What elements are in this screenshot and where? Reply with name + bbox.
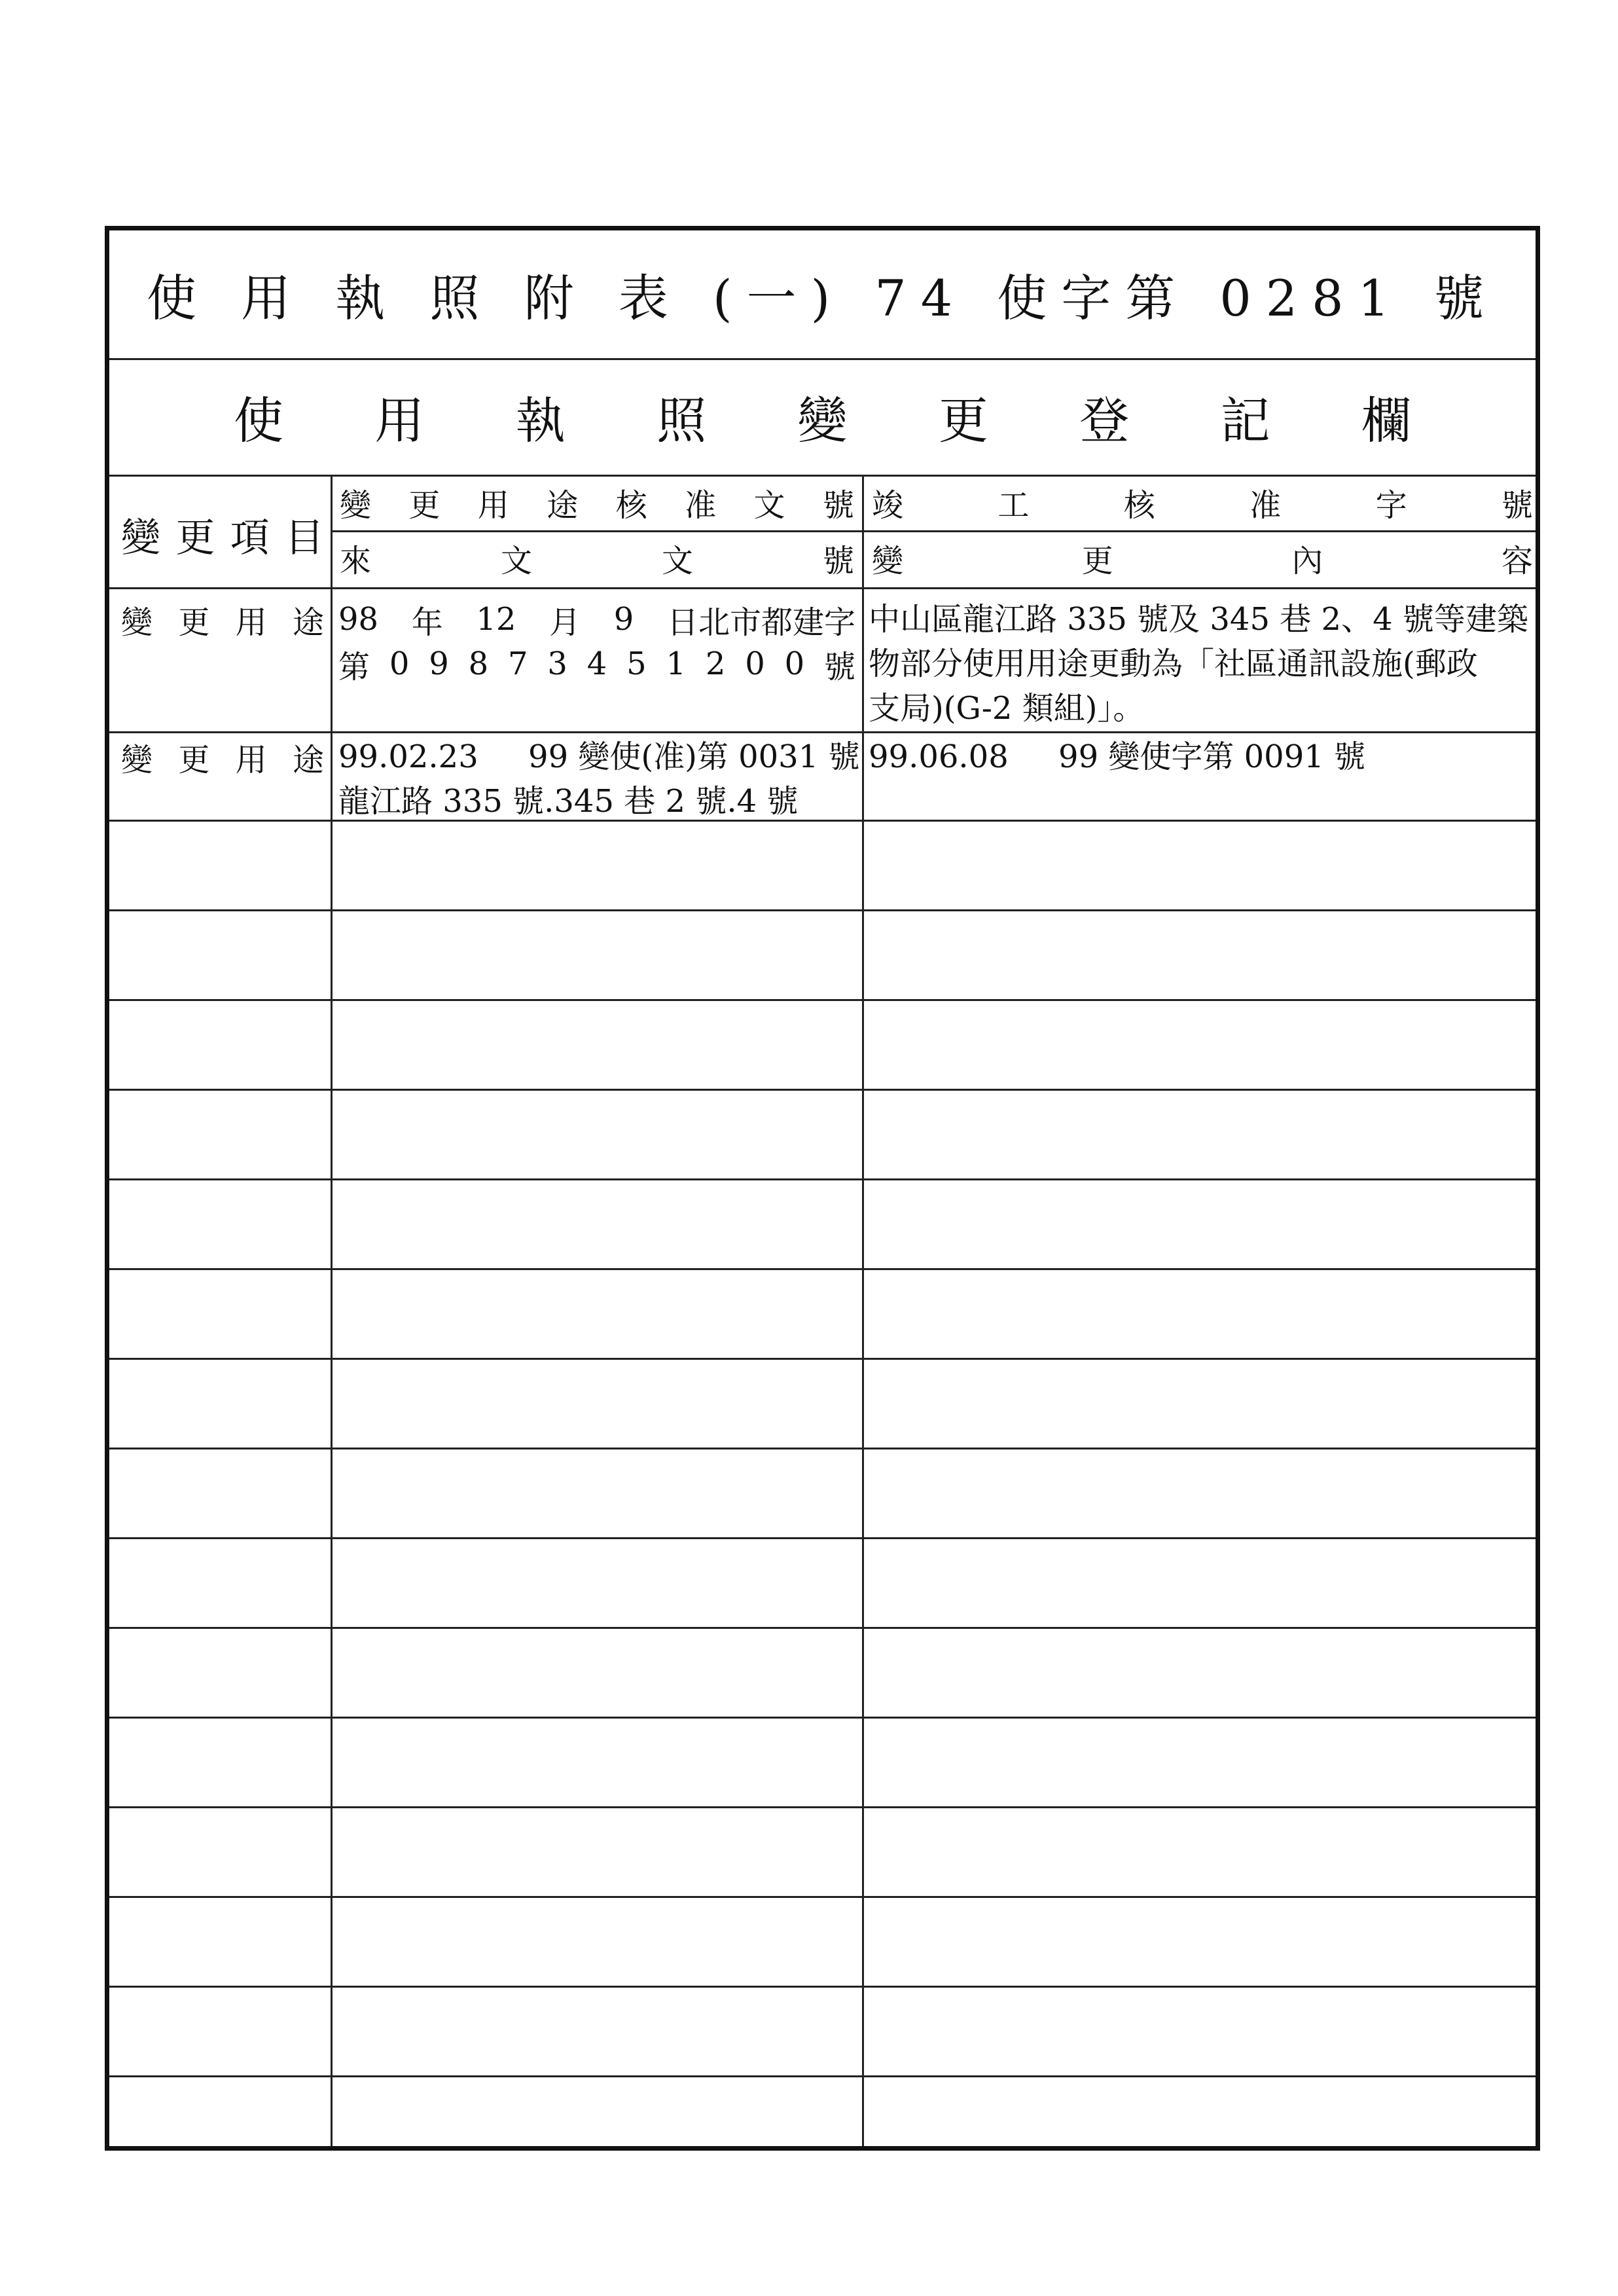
row-divider (109, 1268, 1536, 1270)
form-title: 使 用 執 照 附 表 (一) 74 使字第 0281 號 (146, 269, 1498, 327)
doc-token: 月 (549, 604, 581, 641)
section-title-char: 使 (234, 391, 283, 450)
row1-doc-line2 (338, 642, 855, 686)
doc-token: 2 (705, 646, 726, 682)
divider (109, 475, 1536, 477)
header-char: 更 (1081, 542, 1113, 579)
header-char: 文 (753, 486, 785, 524)
header-char: 變 (872, 542, 904, 579)
row2-content-line1: 99.06.08 99 變使字第 0091 號 (869, 738, 1366, 775)
header-char: 更 (175, 515, 215, 561)
doc-token: 8 (468, 646, 489, 682)
doc-token: 12 (476, 601, 516, 638)
row1-content-line2: 物部分使用用途更動為「社區通訊設施(郵政 (869, 646, 1478, 682)
header-char: 變 (340, 486, 372, 524)
header-char: 項 (230, 515, 270, 561)
row-divider (109, 1448, 1536, 1449)
header-char: 來 (340, 542, 372, 579)
doc-token: 0 (784, 646, 805, 682)
header-char: 號 (822, 542, 854, 579)
divider (109, 587, 1536, 589)
item-char: 用 (235, 741, 267, 778)
header-char: 號 (1501, 486, 1533, 524)
divider (331, 530, 1536, 532)
section-title-char: 更 (938, 391, 988, 450)
item-char: 變 (121, 604, 153, 641)
row-divider (109, 1627, 1536, 1629)
row-divider (109, 1537, 1536, 1539)
item-char: 變 (121, 741, 153, 778)
section-title (109, 358, 1536, 475)
doc-token: 日北市都建字 (666, 604, 855, 641)
row-divider (109, 999, 1536, 1001)
header-doc-number-top (340, 479, 854, 525)
header-char: 用 (477, 486, 509, 524)
header-char: 准 (685, 486, 717, 524)
row1-content-line3: 支局)(G-2 類組)」。 (869, 690, 1145, 727)
header-char: 准 (1249, 486, 1282, 524)
row-divider (109, 1358, 1536, 1360)
section-title-char: 登 (1079, 391, 1130, 450)
header-char: 竣 (872, 486, 904, 524)
section-title-char: 用 (374, 391, 425, 450)
header-approval-top (872, 479, 1533, 525)
header-char: 核 (1123, 486, 1155, 524)
section-title-char: 變 (797, 391, 848, 450)
item-char: 途 (292, 604, 324, 641)
section-title-char: 欄 (1361, 391, 1411, 450)
row-divider (109, 909, 1536, 911)
doc-token: 4 (586, 646, 607, 682)
doc-token: 9 (429, 646, 449, 682)
row-divider (109, 1986, 1536, 1988)
section-title-char: 執 (515, 391, 566, 450)
row2-doc-line1: 99.02.23 99 變使(准)第 0031 號 (338, 738, 860, 775)
item-char: 途 (292, 741, 324, 778)
row2-doc-line2: 龍江路 335 號.345 巷 2 號.4 號 (338, 783, 799, 820)
header-char: 變 (121, 515, 160, 561)
row1-item (121, 597, 324, 642)
doc-token: 5 (626, 646, 647, 682)
doc-token: 7 (507, 646, 528, 682)
header-doc-number-bottom (340, 535, 854, 581)
header-char: 核 (615, 486, 647, 524)
header-char: 號 (822, 486, 854, 524)
header-char: 內 (1291, 542, 1323, 579)
doc-token: 0 (389, 646, 410, 682)
row1-doc-line1 (338, 597, 855, 642)
row-divider (109, 1178, 1536, 1180)
row2-item (121, 735, 324, 779)
header-char: 工 (998, 486, 1030, 524)
row-divider (109, 1717, 1536, 1719)
header-char: 途 (547, 486, 579, 524)
header-char: 字 (1375, 486, 1407, 524)
header-char: 文 (500, 542, 532, 579)
header-char: 更 (408, 486, 440, 524)
row-divider (109, 2075, 1536, 2077)
doc-token: 3 (547, 646, 567, 682)
usage-permit-change-form (105, 226, 1540, 2151)
item-char: 用 (235, 604, 267, 641)
row-divider (109, 1806, 1536, 1808)
doc-token: 號 (823, 648, 855, 685)
doc-token: 年 (411, 604, 443, 641)
row1-content-line1: 中山區龍江路 335 號及 345 巷 2、4 號等建築 (869, 601, 1528, 638)
item-char: 更 (178, 604, 210, 641)
doc-token: 98 (338, 601, 379, 638)
doc-token: 0 (745, 646, 765, 682)
row-divider (109, 731, 1536, 733)
row-divider (109, 1896, 1536, 1898)
section-title-char: 記 (1220, 391, 1270, 450)
doc-token: 1 (666, 646, 687, 682)
header-char: 目 (284, 515, 324, 561)
row-divider (109, 820, 1536, 822)
header-change-item (121, 486, 324, 584)
header-char: 文 (661, 542, 693, 579)
doc-token: 第 (338, 648, 370, 685)
header-approval-bottom (872, 535, 1533, 581)
item-char: 更 (178, 741, 210, 778)
section-title-char: 照 (656, 391, 707, 450)
row-divider (109, 1089, 1536, 1091)
header-char: 容 (1501, 542, 1533, 579)
doc-token: 9 (613, 601, 634, 638)
